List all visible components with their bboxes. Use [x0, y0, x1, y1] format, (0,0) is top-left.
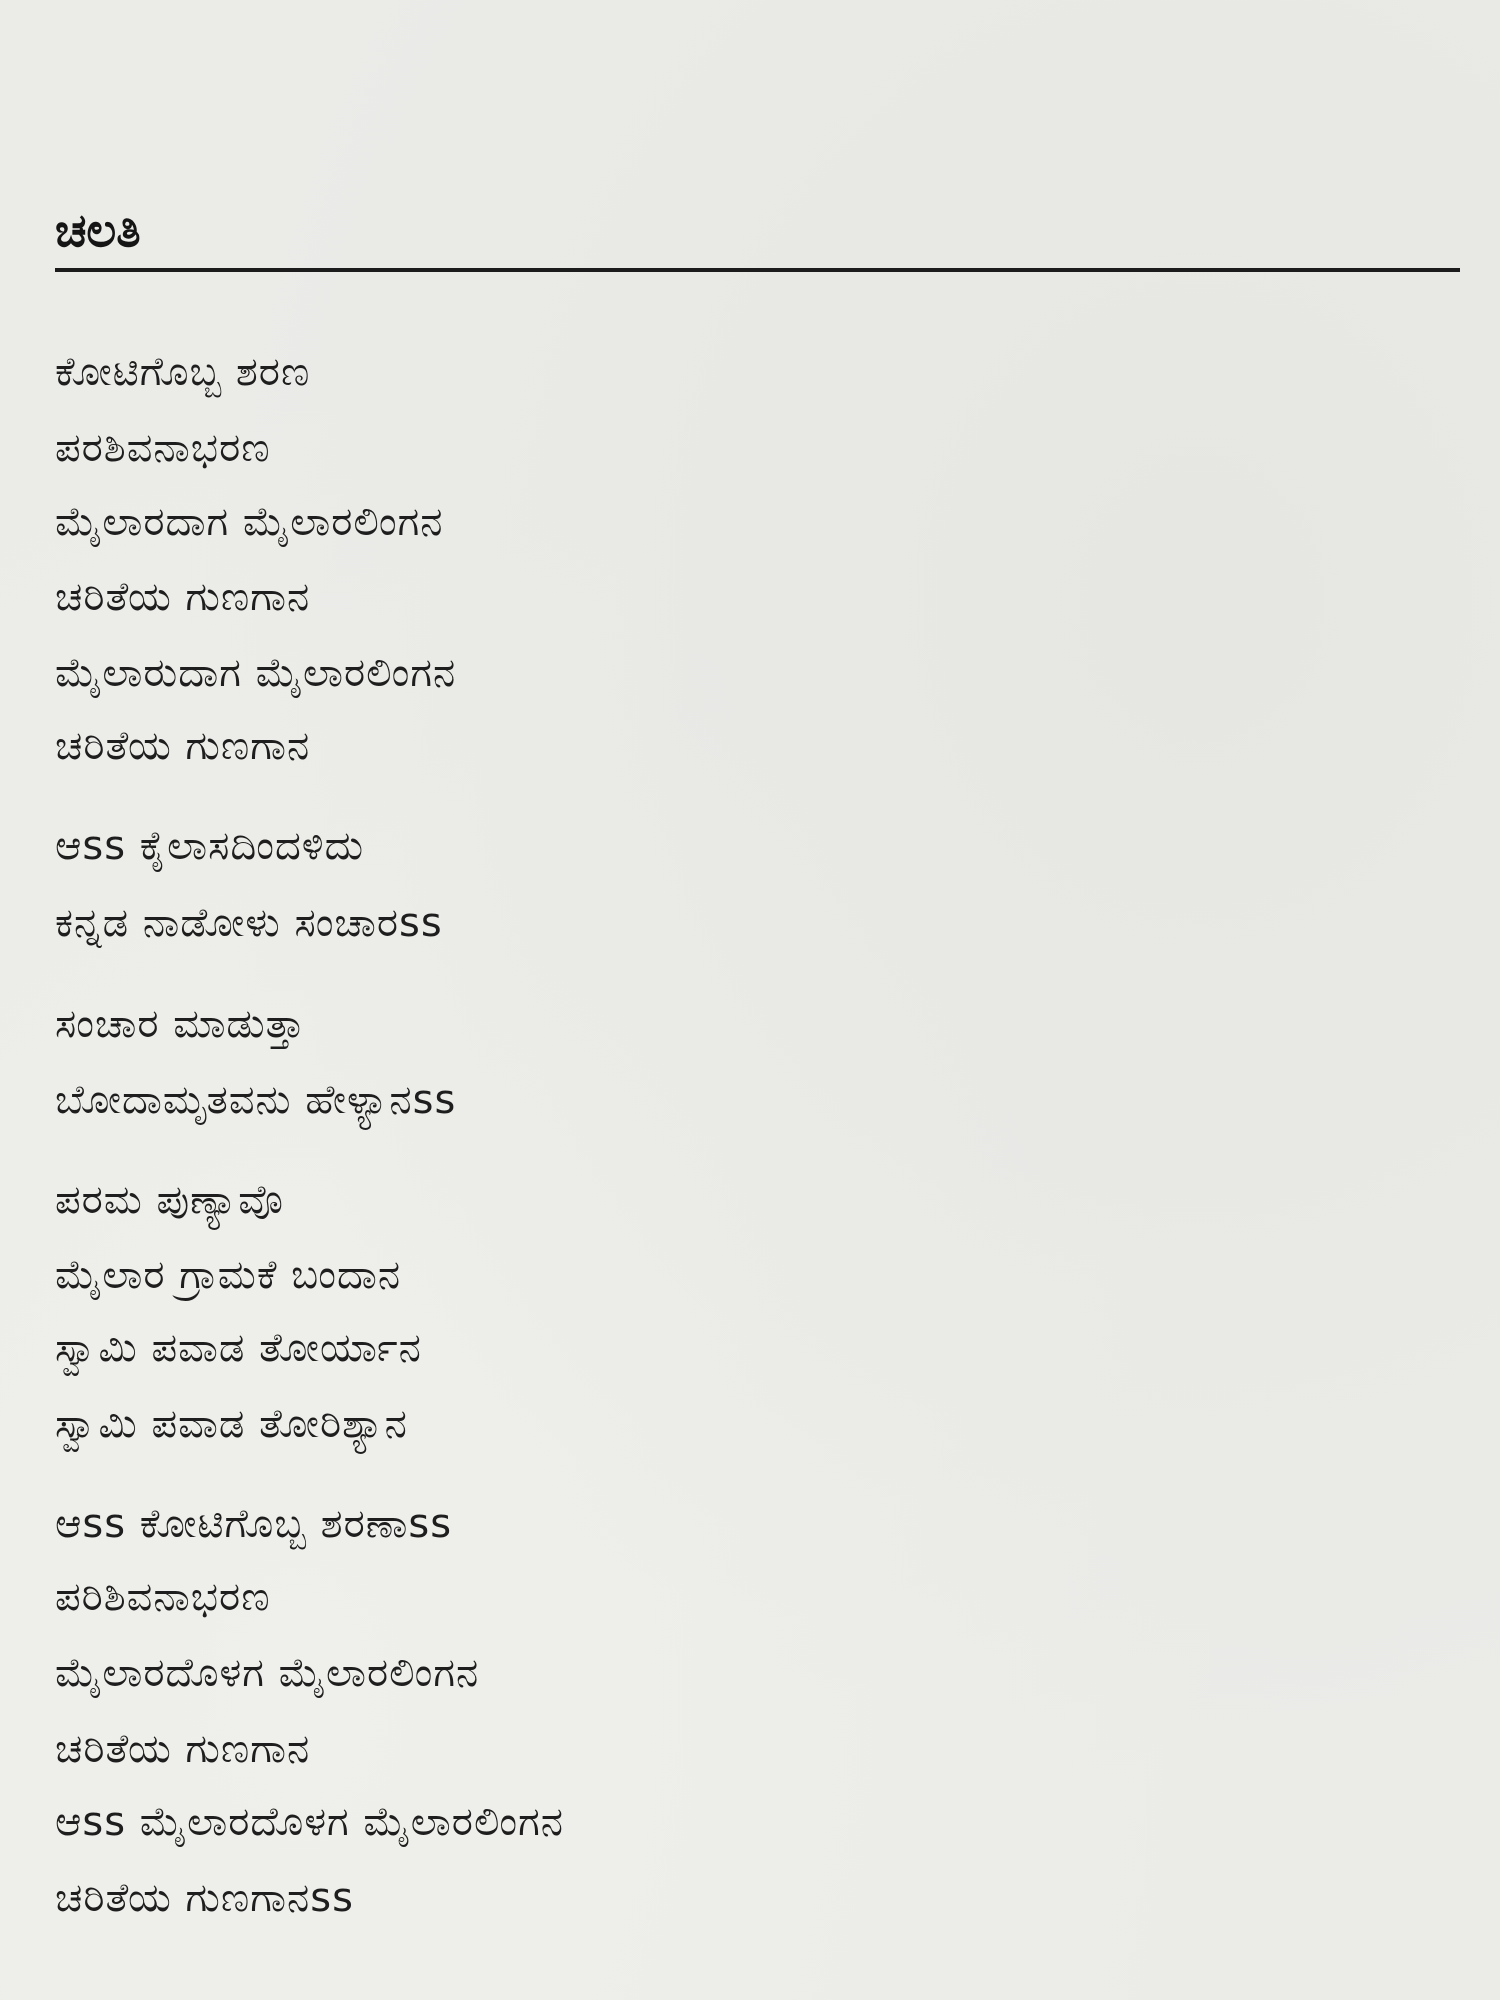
page-title: ಚಲತಿ [55, 203, 141, 257]
poem-line: ಸಂಚಾರ ಮಾಡುತ್ತಾ [55, 1001, 306, 1047]
poem-line: ಚರಿತೆಯ ಗುಣಗಾನ [55, 1726, 311, 1772]
poem-line: ಚರಿತೆಯ ಗುಣಗಾನ [55, 574, 311, 620]
header-divider [55, 268, 1460, 272]
poem-line: ಮೈಲಾರ ಗ್ರಾಮಕೆ ಬಂದಾನ [55, 1252, 402, 1298]
poem-line: ಚರಿತೆಯ ಗುಣಗಾನss [55, 1875, 354, 1921]
poem-line: ಮೈಲಾರದೊಳಗ ಮೈಲಾರಲಿಂಗನ [55, 1650, 480, 1696]
poem-line: ಪರಿಶಿವನಾಭರಣ [55, 1574, 271, 1620]
poem-line: ಮೈಲಾರುದಾಗ ಮೈಲಾರಲಿಂಗನ [55, 650, 457, 696]
poem-line: ಕೋಟಿಗೊಬ್ಬ ಶರಣ [55, 349, 311, 395]
poem-line: ಆss ಮೈಲಾರದೊಳಗ ಮೈಲಾರಲಿಂಗನ [55, 1799, 565, 1845]
poem-line: ಮೈಲಾರದಾಗ ಮೈಲಾರಲಿಂಗನ [55, 499, 444, 545]
poem-line: ಕನ್ನಡ ನಾಡೋಳು ಸಂಚಾರss [55, 900, 443, 946]
poem-line: ಚರಿತೆಯ ಗುಣಗಾನ [55, 723, 311, 769]
poem-line: ಸ್ವಾಮಿ ಪವಾಡ ತೋರಿಶ್ಯಾನ [55, 1401, 408, 1447]
poem-line: ಆss ಕೋಟಿಗೊಬ್ಬ ಶರಣಾss [55, 1501, 453, 1547]
poem-line: ಸ್ವಾಮಿ ಪವಾಡ ತೋರ್ಯಾನ [55, 1325, 422, 1371]
poem-line: ಪರಶಿವನಾಭರಣ [55, 425, 271, 471]
poem-line: ಪರಮ ಪುಣ್ಯಾವೊ [55, 1177, 284, 1223]
poem-line: ಬೋದಾಮೃತವನು ಹೇಳ್ಯಾನss [55, 1077, 457, 1123]
poem-line: ಆss ಕೈಲಾಸದಿಂದಳಿದು [55, 823, 365, 869]
